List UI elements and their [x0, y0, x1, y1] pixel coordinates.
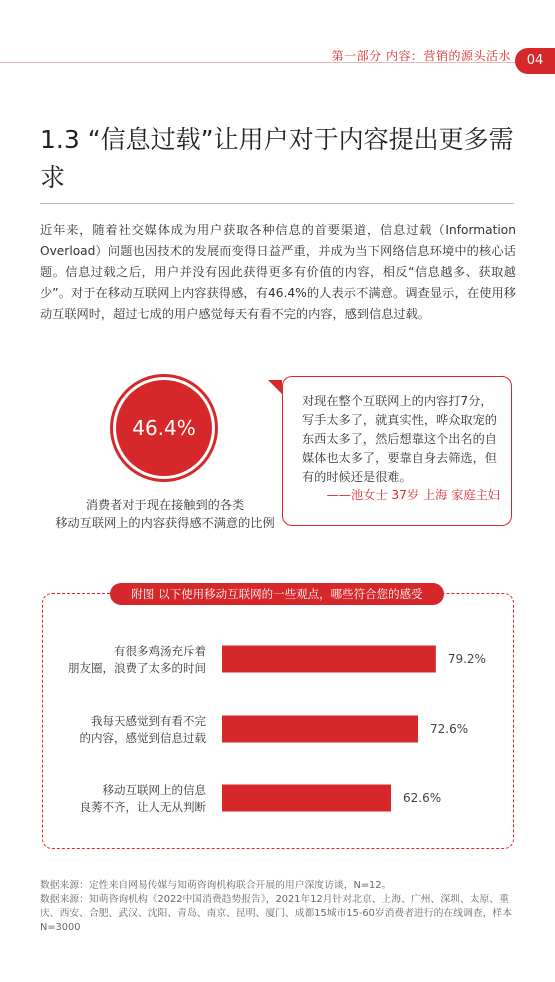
stat-value: 46.4%	[132, 416, 196, 440]
stat-description-line1: 消费者对于现在接触到的各类	[85, 498, 245, 512]
source-line1: 数据来源：定性来自网易传媒与知萌咨询机构联合开展的用户深度访谈，N=12。	[40, 880, 392, 891]
bar-3	[222, 785, 391, 812]
stat-description-line2: 移动互联网上的内容获得感不满意的比例	[55, 516, 275, 530]
quote-text: 对现在整个互联网上的内容打7分，写手太多了，就真实性，哗众取宠的东西太多了，然后想靠这个出名的自媒体也太多了，要靠自身去筛选，但有的时候还是很难。	[302, 394, 497, 484]
category-label-3-line-1: 移动互联网上的信息	[102, 783, 206, 797]
category-label-2-line-1: 我每天感觉到有看不完	[91, 714, 206, 728]
category-label-1-line-2: 朋友圈，浪费了太多的时间	[68, 661, 206, 675]
bar-value-label-3: 62.6%	[403, 791, 442, 805]
intro-paragraph: 近年来，随着社交媒体成为用户获取各种信息的首要渠道，信息过载（Information Overload）问题也因技术的发展而变得日益严重，并成为当下网络信息环境中的核心话题。信息过载之后，用户并没有因此获得更多有价值的内容，相反“信息越多、获取越少”。对于在移动互联网上内容获得感，有46.4%的人表示不满意。调查显示，在使用移动互联网时，超过七成的用户感觉每天有看不完的内容，感到信息过载。	[40, 223, 516, 321]
category-label-2-line-2: 的内容，感觉到信息过载	[79, 731, 206, 745]
data-source	[40, 879, 520, 935]
source-line2: 数据来源：知萌咨询机构《2022中国消费趋势报告》，2021年12月针对北京、上海、广州、深圳、太原、重庆、西安、合肥、武汉、沈阳、青岛、南京、昆明、厦门、成都15城市15-60岁消费者进行的在线调查，样本N=3000	[40, 894, 512, 933]
bar-2	[222, 716, 418, 743]
bar-value-label-2: 72.6%	[430, 722, 469, 736]
chart-title: 附图 以下使用移动互联网的一些观点，哪些符合您的感受	[110, 583, 444, 605]
quote-attribution: ——池女士 37岁 上海 家庭主妇	[326, 488, 500, 502]
page-title: 1.3 “信息过载”让用户对于内容提出更多需求	[40, 125, 514, 192]
page-number-badge: 04	[515, 48, 555, 74]
section-header: 第一部分 内容：营销的源头活水	[331, 49, 511, 63]
bar-value-label-1: 79.2%	[447, 652, 486, 666]
category-label-3-line-2: 良莠不齐，让人无从判断	[79, 800, 206, 814]
bar-1	[222, 646, 436, 673]
category-label-1-line-1: 有很多鸡汤充斥着	[114, 644, 206, 658]
